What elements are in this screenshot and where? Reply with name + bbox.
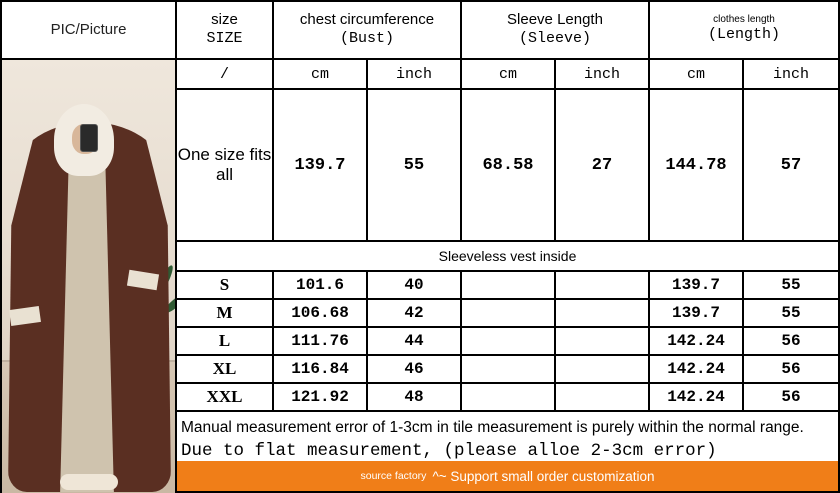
table-row bbox=[177, 300, 838, 328]
header-picture-label: PIC/Picture bbox=[50, 20, 127, 38]
row-length-cm: 139.7 bbox=[650, 272, 744, 298]
row-sleeve-inch bbox=[556, 356, 650, 382]
one-size-length-cm: 144.78 bbox=[650, 90, 744, 240]
row-length-cm: 142.24 bbox=[650, 356, 744, 382]
header-sleeve-line1: Sleeve Length bbox=[507, 11, 603, 29]
one-size-sleeve-cm: 68.58 bbox=[462, 90, 556, 240]
product-photo bbox=[2, 60, 175, 493]
table-row bbox=[177, 328, 838, 356]
unit-header-length-cm: cm bbox=[650, 60, 744, 88]
row-length-cm: 142.24 bbox=[650, 384, 744, 410]
header-length-line2: (Length) bbox=[707, 25, 780, 43]
section-note: Sleeveless vest inside bbox=[177, 242, 838, 272]
row-length-cm: 139.7 bbox=[650, 300, 744, 326]
row-length-inch: 56 bbox=[781, 360, 801, 378]
one-size-label: One size fits all bbox=[177, 90, 274, 240]
row-bust-cm: 101.6 bbox=[274, 272, 368, 298]
row-bust-cm: 116.84 bbox=[274, 356, 368, 382]
footer-notes bbox=[177, 414, 838, 461]
one-size-row bbox=[177, 90, 838, 242]
header-bust-cell bbox=[274, 2, 462, 58]
promo-banner bbox=[177, 461, 838, 491]
phone-icon bbox=[80, 124, 98, 152]
unit-header-sleeve-cm: cm bbox=[462, 60, 556, 88]
header-bust-line2: (Bust) bbox=[339, 30, 394, 47]
row-sleeve-inch bbox=[556, 300, 650, 326]
abaya-garment bbox=[8, 122, 171, 492]
unit-header-length-inch: inch bbox=[772, 65, 809, 83]
row-bust-inch: 46 bbox=[368, 356, 462, 382]
row-size-label: M bbox=[177, 300, 274, 326]
row-sleeve-inch bbox=[556, 328, 650, 354]
flat-measurement-note: Due to flat measurement, (please alloe 2-3cm error) bbox=[181, 441, 717, 461]
header-size-line1: size bbox=[211, 11, 238, 29]
one-size-bust-inch: 55 bbox=[368, 90, 462, 240]
header-length-cell bbox=[650, 2, 838, 58]
measurement-disclaimer: Manual measurement error of 1-3cm in tile measurement is purely within the normal range. bbox=[181, 418, 804, 436]
table-row bbox=[177, 272, 838, 300]
row-bust-cm: 106.68 bbox=[274, 300, 368, 326]
row-length-inch: 55 bbox=[781, 304, 801, 322]
header-size-cell bbox=[177, 2, 274, 58]
table-row bbox=[177, 384, 838, 412]
row-bust-inch: 42 bbox=[368, 300, 462, 326]
unit-header-sleeve-inch: inch bbox=[556, 60, 650, 88]
row-sleeve-cm bbox=[462, 356, 556, 382]
promo-banner-source: source factory bbox=[360, 470, 427, 482]
table-row bbox=[177, 356, 838, 384]
one-size-sleeve-inch: 27 bbox=[556, 90, 650, 240]
header-picture-cell bbox=[2, 2, 177, 58]
row-length-cm: 142.24 bbox=[650, 328, 744, 354]
row-length-inch: 56 bbox=[781, 388, 801, 406]
row-sleeve-inch bbox=[556, 272, 650, 298]
header-sleeve-cell bbox=[462, 2, 650, 58]
row-size-label: L bbox=[177, 328, 274, 354]
unit-header-bust-cm: cm bbox=[274, 60, 368, 88]
row-sleeve-cm bbox=[462, 384, 556, 410]
row-bust-cm: 121.92 bbox=[274, 384, 368, 410]
one-size-bust-cm: 139.7 bbox=[274, 90, 368, 240]
promo-banner-text: ^~ Support small order customization bbox=[432, 468, 655, 484]
unit-header-row bbox=[177, 60, 838, 90]
unit-header-bust-inch: inch bbox=[368, 60, 462, 88]
row-length-inch: 56 bbox=[781, 332, 801, 350]
row-sleeve-cm bbox=[462, 272, 556, 298]
row-bust-inch: 40 bbox=[368, 272, 462, 298]
header-length-line1: clothes length bbox=[713, 14, 775, 26]
product-photo-cell bbox=[2, 60, 177, 493]
header-size-line2: SIZE bbox=[206, 30, 243, 47]
row-bust-inch: 44 bbox=[368, 328, 462, 354]
table-header-row bbox=[2, 2, 838, 60]
row-size-label: S bbox=[177, 272, 274, 298]
row-sleeve-cm bbox=[462, 328, 556, 354]
row-size-label: XXL bbox=[177, 384, 274, 410]
header-bust-line1: chest circumference bbox=[299, 11, 435, 29]
row-bust-cm: 111.76 bbox=[274, 328, 368, 354]
row-bust-inch: 48 bbox=[368, 384, 462, 410]
shoe bbox=[60, 474, 118, 490]
row-length-inch: 55 bbox=[781, 276, 801, 294]
one-size-length-inch: 57 bbox=[780, 155, 802, 175]
header-sleeve-line2: (Sleeve) bbox=[518, 30, 591, 47]
row-sleeve-cm bbox=[462, 300, 556, 326]
unit-header-size: / bbox=[177, 60, 274, 88]
row-size-label: XL bbox=[177, 356, 274, 382]
row-sleeve-inch bbox=[556, 384, 650, 410]
